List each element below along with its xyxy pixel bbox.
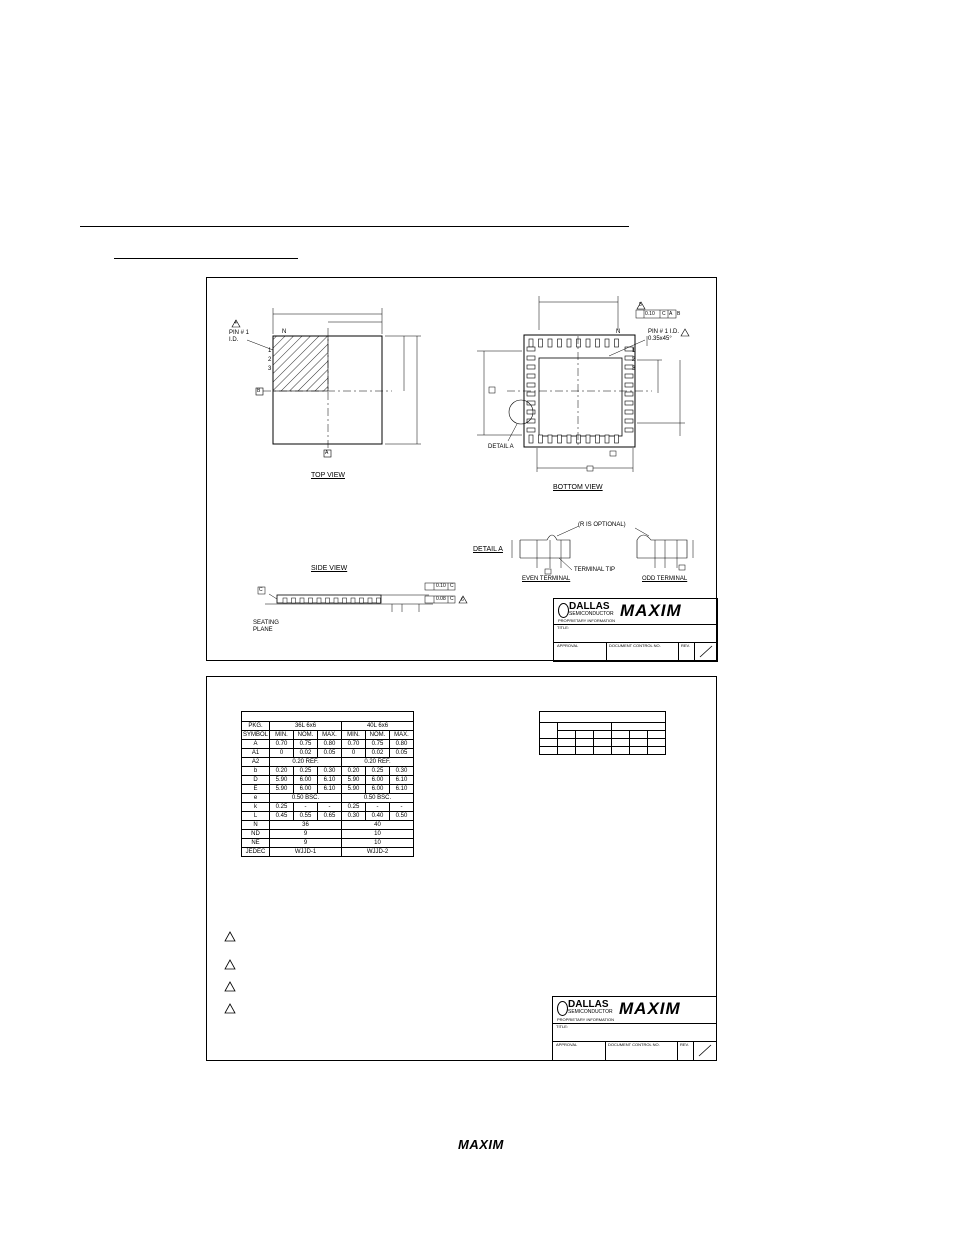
subheader-rule (114, 258, 298, 259)
table-header-cell: MIN. (342, 731, 366, 740)
value-cell: 0.20 (270, 767, 294, 776)
side-lead (283, 598, 287, 603)
terminal-pad (527, 365, 535, 369)
datum-a-label: A (325, 450, 329, 456)
terminal-pad (625, 410, 633, 414)
dallas-sub: SEMICONDUCTOR (569, 611, 614, 617)
table-row (242, 794, 414, 803)
top-view-caption: TOP VIEW (311, 472, 345, 479)
value-cell: 6.00 (366, 785, 390, 794)
table-row (242, 740, 414, 749)
symbol-cell: A (242, 740, 270, 749)
terminal-pad (529, 435, 533, 443)
terminal-pad (527, 428, 535, 432)
bottom-view-pin-id-line1: PIN # 1 I.D. (648, 329, 680, 335)
doc-control-label-2: DOCUMENT CONTROL NO. (608, 1042, 660, 1047)
value-cell: 0.25 (294, 767, 318, 776)
symbol-cell: JEDEC (242, 848, 270, 857)
even-terminal-label: EVEN TERMINAL (522, 576, 571, 582)
table-row (242, 758, 414, 767)
side-lead (351, 598, 355, 603)
flatness-value: 0.10 (436, 583, 446, 589)
terminal-pad (596, 435, 600, 443)
side-lead (343, 598, 347, 603)
terminal-pad (529, 339, 533, 347)
value-cell: 0.25 (366, 767, 390, 776)
table-row (242, 830, 414, 839)
value-cell: 6.10 (318, 776, 342, 785)
table-row (242, 776, 414, 785)
value-cell: 5.90 (342, 776, 366, 785)
symbol-cell: ND (242, 830, 270, 839)
terminal-pad (625, 401, 633, 405)
header-rule (80, 226, 629, 227)
approval-label-2: APPROVAL (556, 1042, 578, 1047)
odd-terminal-label: ODD TERMINAL (642, 576, 688, 582)
terminal-pad (615, 339, 619, 347)
value-cell: 0.55 (294, 812, 318, 821)
terminal-pad (625, 383, 633, 387)
side-lead (309, 598, 313, 603)
value-cell-span: 0.50 BSC. (270, 794, 342, 803)
dallas-wordmark-2: DALLAS (568, 999, 609, 1010)
dallas-wordmark: DALLAS (569, 601, 610, 612)
terminal-pad (625, 374, 633, 378)
title-block (553, 598, 718, 662)
terminal-pad (605, 339, 609, 347)
table-row (242, 839, 414, 848)
flatness-datum: C (450, 583, 454, 589)
value-cell: 0.02 (294, 749, 318, 758)
value-cell: 0.25 (342, 803, 366, 812)
symbol-cell: D (242, 776, 270, 785)
symbol-cell: N (242, 821, 270, 830)
value-cell: 0.65 (318, 812, 342, 821)
value-cell: 0.70 (270, 740, 294, 749)
side-lead (334, 598, 338, 603)
top-view-pin-1: 1 (268, 348, 272, 354)
side-lead (317, 598, 321, 603)
side-lead (292, 598, 296, 603)
value-cell: 0.30 (390, 767, 414, 776)
value-cell: - (390, 803, 414, 812)
terminal-pad (625, 392, 633, 396)
terminal-tip-label: TERMINAL TIP (574, 567, 616, 573)
terminal-pad (548, 435, 552, 443)
title-block-2 (552, 996, 717, 1061)
value-cell: 5.90 (270, 776, 294, 785)
terminal-pad (527, 419, 535, 423)
value-cell: 6.00 (294, 776, 318, 785)
side-view-caption: SIDE VIEW (311, 565, 348, 572)
value-cell: 0 (342, 749, 366, 758)
terminal-pad (596, 339, 600, 347)
table-header-row (242, 731, 414, 740)
terminal-pad (586, 435, 590, 443)
terminal-pad (527, 383, 535, 387)
value-cell: 5.90 (342, 785, 366, 794)
bottom-view-pin-1: 1 (632, 348, 636, 354)
terminal-pad (548, 339, 552, 347)
table-row (242, 767, 414, 776)
table-row (242, 821, 414, 830)
pkg-36-header: 36L 6x6 (270, 722, 342, 731)
terminal-pad (586, 339, 590, 347)
terminal-pad (527, 356, 535, 360)
value-cell-span: 9 (270, 839, 342, 848)
value-cell-span: 36 (270, 821, 342, 830)
symbol-cell: b (242, 767, 270, 776)
side-lead (377, 598, 381, 603)
table-header-cell: MAX. (318, 731, 342, 740)
value-cell: 6.10 (318, 785, 342, 794)
terminal-pad (527, 374, 535, 378)
bottom-view-note-ref: 5 (639, 302, 642, 308)
value-cell: 6.00 (366, 776, 390, 785)
seating-plane-line2: PLANE (253, 627, 273, 633)
symbol-cell: k (242, 803, 270, 812)
value-cell: 0.75 (366, 740, 390, 749)
detail-a-label: DETAIL A (473, 546, 503, 553)
terminal-pad (527, 410, 535, 414)
top-view-pin-id-line2: I.D. (229, 337, 239, 343)
bottom-view-pin-2: 2 (632, 357, 636, 363)
terminal-pad (567, 339, 571, 347)
terminal-pad (577, 339, 581, 347)
terminal-pad (539, 435, 543, 443)
symbol-cell: NE (242, 839, 270, 848)
value-cell-span: 40 (342, 821, 414, 830)
terminal-pad (567, 435, 571, 443)
r-optional-note: (R IS OPTIONAL) (578, 522, 626, 528)
value-cell-span: WJJD-2 (342, 848, 414, 857)
side-view-note-ref: 6 (461, 597, 464, 603)
terminal-pad (558, 339, 562, 347)
value-cell: 0.30 (342, 812, 366, 821)
terminal-pad (605, 435, 609, 443)
value-cell-span: 10 (342, 830, 414, 839)
symbol-cell: E (242, 785, 270, 794)
value-cell: 0.70 (342, 740, 366, 749)
value-cell-span: 0.20 REF. (270, 758, 342, 767)
rev-slash (695, 642, 717, 661)
coplanarity-value: 0.08 (436, 596, 446, 602)
side-lead (360, 598, 364, 603)
table-row (242, 812, 414, 821)
table-row (242, 749, 414, 758)
dimensions-table (241, 711, 414, 857)
dallas-logo (558, 603, 569, 618)
exposed-pad-table (539, 711, 666, 755)
value-cell: 0.25 (270, 803, 294, 812)
value-cell-span: 10 (342, 839, 414, 848)
value-cell: - (294, 803, 318, 812)
drawing-sheet-1 (206, 277, 717, 661)
table-header-cell: MAX. (390, 731, 414, 740)
value-cell: 6.10 (390, 785, 414, 794)
value-cell-span: WJJD-1 (270, 848, 342, 857)
bottom-view-caption: BOTTOM VIEW (553, 484, 603, 491)
maxim-logo: MAXIM (620, 601, 682, 620)
value-cell: 0.80 (318, 740, 342, 749)
side-lead (300, 598, 304, 603)
top-view-pin-n: N (282, 329, 287, 335)
top-view-note-ref: 4 (234, 320, 237, 326)
value-cell: 0.75 (294, 740, 318, 749)
side-lead (326, 598, 330, 603)
pkg-label: PKG. (242, 722, 270, 731)
symbol-cell: e (242, 794, 270, 803)
terminal-pad (615, 435, 619, 443)
terminal-pad (527, 392, 535, 396)
bottom-view-tol-datum-a: A (669, 311, 673, 317)
coplanarity-datum: C (450, 596, 454, 602)
proprietary-label-2: PROPRIETARY INFORMATION (557, 1017, 615, 1022)
rev-label: REV. (681, 643, 690, 648)
symbol-cell: A2 (242, 758, 270, 767)
doc-control-label: DOCUMENT CONTROL NO. (609, 643, 661, 648)
value-cell: 0.50 (390, 812, 414, 821)
value-cell: 6.00 (294, 785, 318, 794)
value-cell: 0.45 (270, 812, 294, 821)
value-cell: 0.40 (366, 812, 390, 821)
terminal-pad (625, 428, 633, 432)
bottom-view-pin-id-line2: 0.35x45° (648, 336, 672, 342)
dallas-logo-2 (557, 1001, 568, 1016)
datum-b-label: B (257, 388, 261, 394)
seating-plane-line1: SEATING (253, 620, 279, 626)
value-cell: - (318, 803, 342, 812)
title-label-2: TITLE: (556, 1024, 569, 1029)
value-cell: 0.05 (318, 749, 342, 758)
bottom-view-detail-label: DETAIL A (488, 444, 514, 450)
table-row (242, 848, 414, 857)
value-cell: 5.90 (270, 785, 294, 794)
side-lead (368, 598, 372, 603)
rev-slash-2 (694, 1041, 716, 1060)
top-view-pin-id-line1: PIN # 1 (229, 330, 250, 336)
bottom-view-pin-n: N (616, 329, 621, 335)
value-cell-span: 9 (270, 830, 342, 839)
table-row (242, 785, 414, 794)
terminal-pad (625, 419, 633, 423)
footer-maxim-logo: MAXIM (458, 1137, 504, 1152)
bottom-view-tol-datum-b: B (677, 311, 681, 317)
bottom-view-tol-datum-c: C (662, 311, 666, 317)
value-cell: 0.80 (390, 740, 414, 749)
value-cell-span: 0.50 BSC. (342, 794, 414, 803)
approval-label: APPROVAL (557, 643, 579, 648)
pkg-40-header: 40L 6x6 (342, 722, 414, 731)
value-cell: 0.05 (390, 749, 414, 758)
symbol-cell: A1 (242, 749, 270, 758)
value-cell: 0 (270, 749, 294, 758)
table-header-cell: MIN. (270, 731, 294, 740)
side-view-datum-c: C (259, 587, 263, 593)
value-cell: 0.02 (366, 749, 390, 758)
dallas-sub-2: SEMICONDUCTOR (568, 1009, 613, 1015)
title-row (554, 624, 717, 643)
terminal-pad (539, 339, 543, 347)
terminal-pad (558, 435, 562, 443)
table-header-cell: NOM. (366, 731, 390, 740)
proprietary-label: PROPRIETARY INFORMATION (558, 618, 616, 623)
terminal-pad (527, 347, 535, 351)
maxim-logo-2: MAXIM (619, 999, 681, 1018)
table-header-cell: SYMBOL (243, 732, 269, 738)
symbol-cell: L (242, 812, 270, 821)
table-header-cell: NOM. (294, 731, 318, 740)
title-label: TITLE: (557, 625, 570, 630)
bottom-view-pin-3: 3 (632, 366, 636, 372)
value-cell: 0.30 (318, 767, 342, 776)
bottom-view-tolerance: 0.10 (645, 311, 655, 317)
terminal-pad (577, 435, 581, 443)
top-view-pin-3: 3 (268, 366, 272, 372)
rev-label-2: REV. (680, 1042, 689, 1047)
value-cell-span: 0.20 REF. (342, 758, 414, 767)
value-cell: 6.10 (390, 776, 414, 785)
terminal-pad (527, 401, 535, 405)
value-cell: - (366, 803, 390, 812)
top-view-pin-2: 2 (268, 357, 272, 363)
value-cell: 0.20 (342, 767, 366, 776)
top-view (232, 308, 421, 457)
table-row (242, 803, 414, 812)
